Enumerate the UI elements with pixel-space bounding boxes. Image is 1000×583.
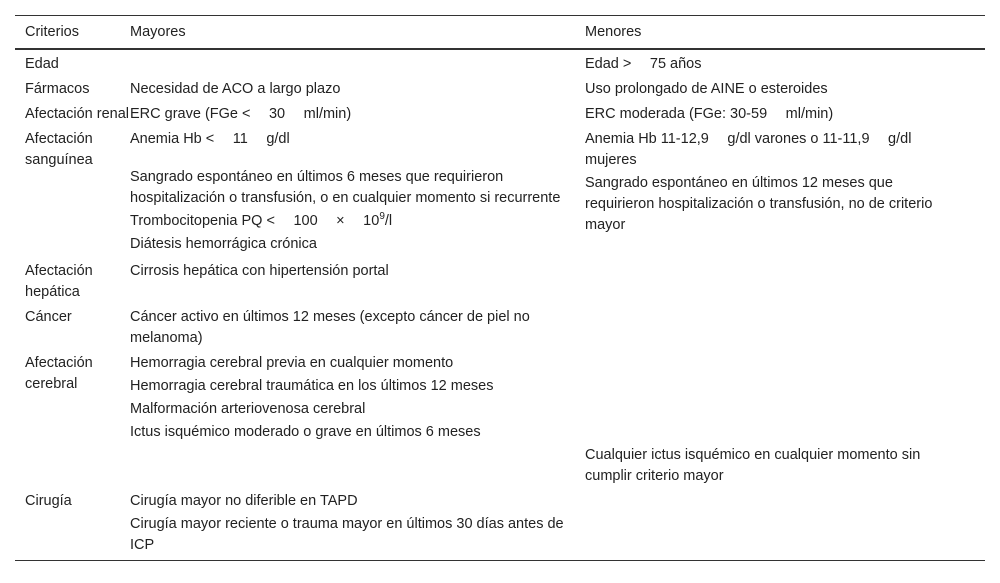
mayores-cell — [130, 54, 585, 75]
mayores-item: Ictus isquémico moderado o grave en últimos 6 meses — [130, 424, 481, 440]
menores-cell — [585, 491, 985, 558]
mayores-item: Hemorragia cerebral traumática en los últimos 12 meses — [130, 378, 494, 394]
mayores-item: Malformación arteriovenosa cerebral — [130, 401, 366, 417]
table-row — [15, 77, 985, 102]
menores-item: Sangrado espontáneo en últimos 12 meses que requirieron hospitalización o transfusión, no de criterio mayor — [585, 175, 933, 233]
mayores-cell: Cirrosis hepática con hipertensión portal — [130, 263, 389, 279]
mayores-item: Anemia Hb < 11 g/dl — [130, 131, 290, 147]
table-row — [15, 489, 985, 560]
superscript-exponent: 9 — [379, 211, 385, 223]
mayores-cell — [130, 353, 585, 487]
criteria-table — [15, 15, 985, 561]
table-bottom-rule — [15, 560, 985, 561]
mayores-item-trombocitopenia: Trombocitopenia PQ < 100 × $10^9/l$ — [130, 211, 393, 229]
criterio-cell: Afectación renal — [25, 106, 129, 122]
menores-cell — [585, 129, 985, 257]
mayores-cell: Necesidad de ACO a largo plazo — [130, 81, 341, 97]
menores-cell: ERC moderada (FGe: 30-59 ml/min) — [585, 106, 834, 122]
mayores-item: Cirugía mayor reciente o trauma mayor en últimos 30 días antes de ICP — [130, 516, 564, 553]
header-criterios: Criterios — [25, 24, 79, 40]
menores-cell — [585, 307, 985, 349]
criterio-cell: Cirugía — [25, 493, 72, 509]
table-row — [15, 102, 985, 127]
menores-cell — [585, 353, 985, 487]
table-row — [15, 127, 985, 259]
menores-cell: Uso prolongado de AINE o esteroides — [585, 81, 828, 97]
criterio-cell: Afectación cerebral — [25, 355, 93, 392]
table-header-row — [15, 16, 985, 48]
menores-item: Cualquier ictus isquémico en cualquier momento sin cumplir criterio mayor — [585, 447, 921, 484]
mayores-item: Hemorragia cerebral previa en cualquier momento — [130, 355, 454, 371]
table-row — [15, 259, 985, 305]
criterio-cell: Edad — [25, 56, 59, 72]
mayores-cell — [130, 129, 585, 257]
table-row — [15, 50, 985, 77]
mayores-cell — [130, 491, 585, 558]
mayores-cell: ERC grave (FGe < 30 ml/min) — [130, 106, 352, 122]
criterio-cell: Fármacos — [25, 81, 90, 97]
header-menores: Menores — [585, 24, 642, 40]
menores-cell: Edad > 75 años — [585, 56, 702, 72]
mayores-item: Sangrado espontáneo en últimos 6 meses que requirieron hospitalización o transfusión, o en cualquier momento si recurrente — [130, 169, 561, 206]
criterio-cell: Afectación sanguínea — [25, 131, 93, 168]
mayores-item: Cirugía mayor no diferible en TAPD — [130, 493, 358, 509]
criterio-cell: Afectación hepática — [25, 263, 93, 300]
table-row — [15, 351, 985, 489]
table-row — [15, 305, 985, 351]
criterio-cell: Cáncer — [25, 309, 72, 325]
mayores-cell: Cáncer activo en últimos 12 meses (excepto cáncer de piel no melanoma) — [130, 309, 530, 346]
menores-cell — [585, 261, 985, 303]
menores-item: Anemia Hb 11-12,9 g/dl varones o 11-11,9 g/dl mujeres — [585, 131, 912, 168]
header-mayores: Mayores — [130, 24, 186, 40]
mayores-item: Diátesis hemorrágica crónica — [130, 236, 317, 252]
